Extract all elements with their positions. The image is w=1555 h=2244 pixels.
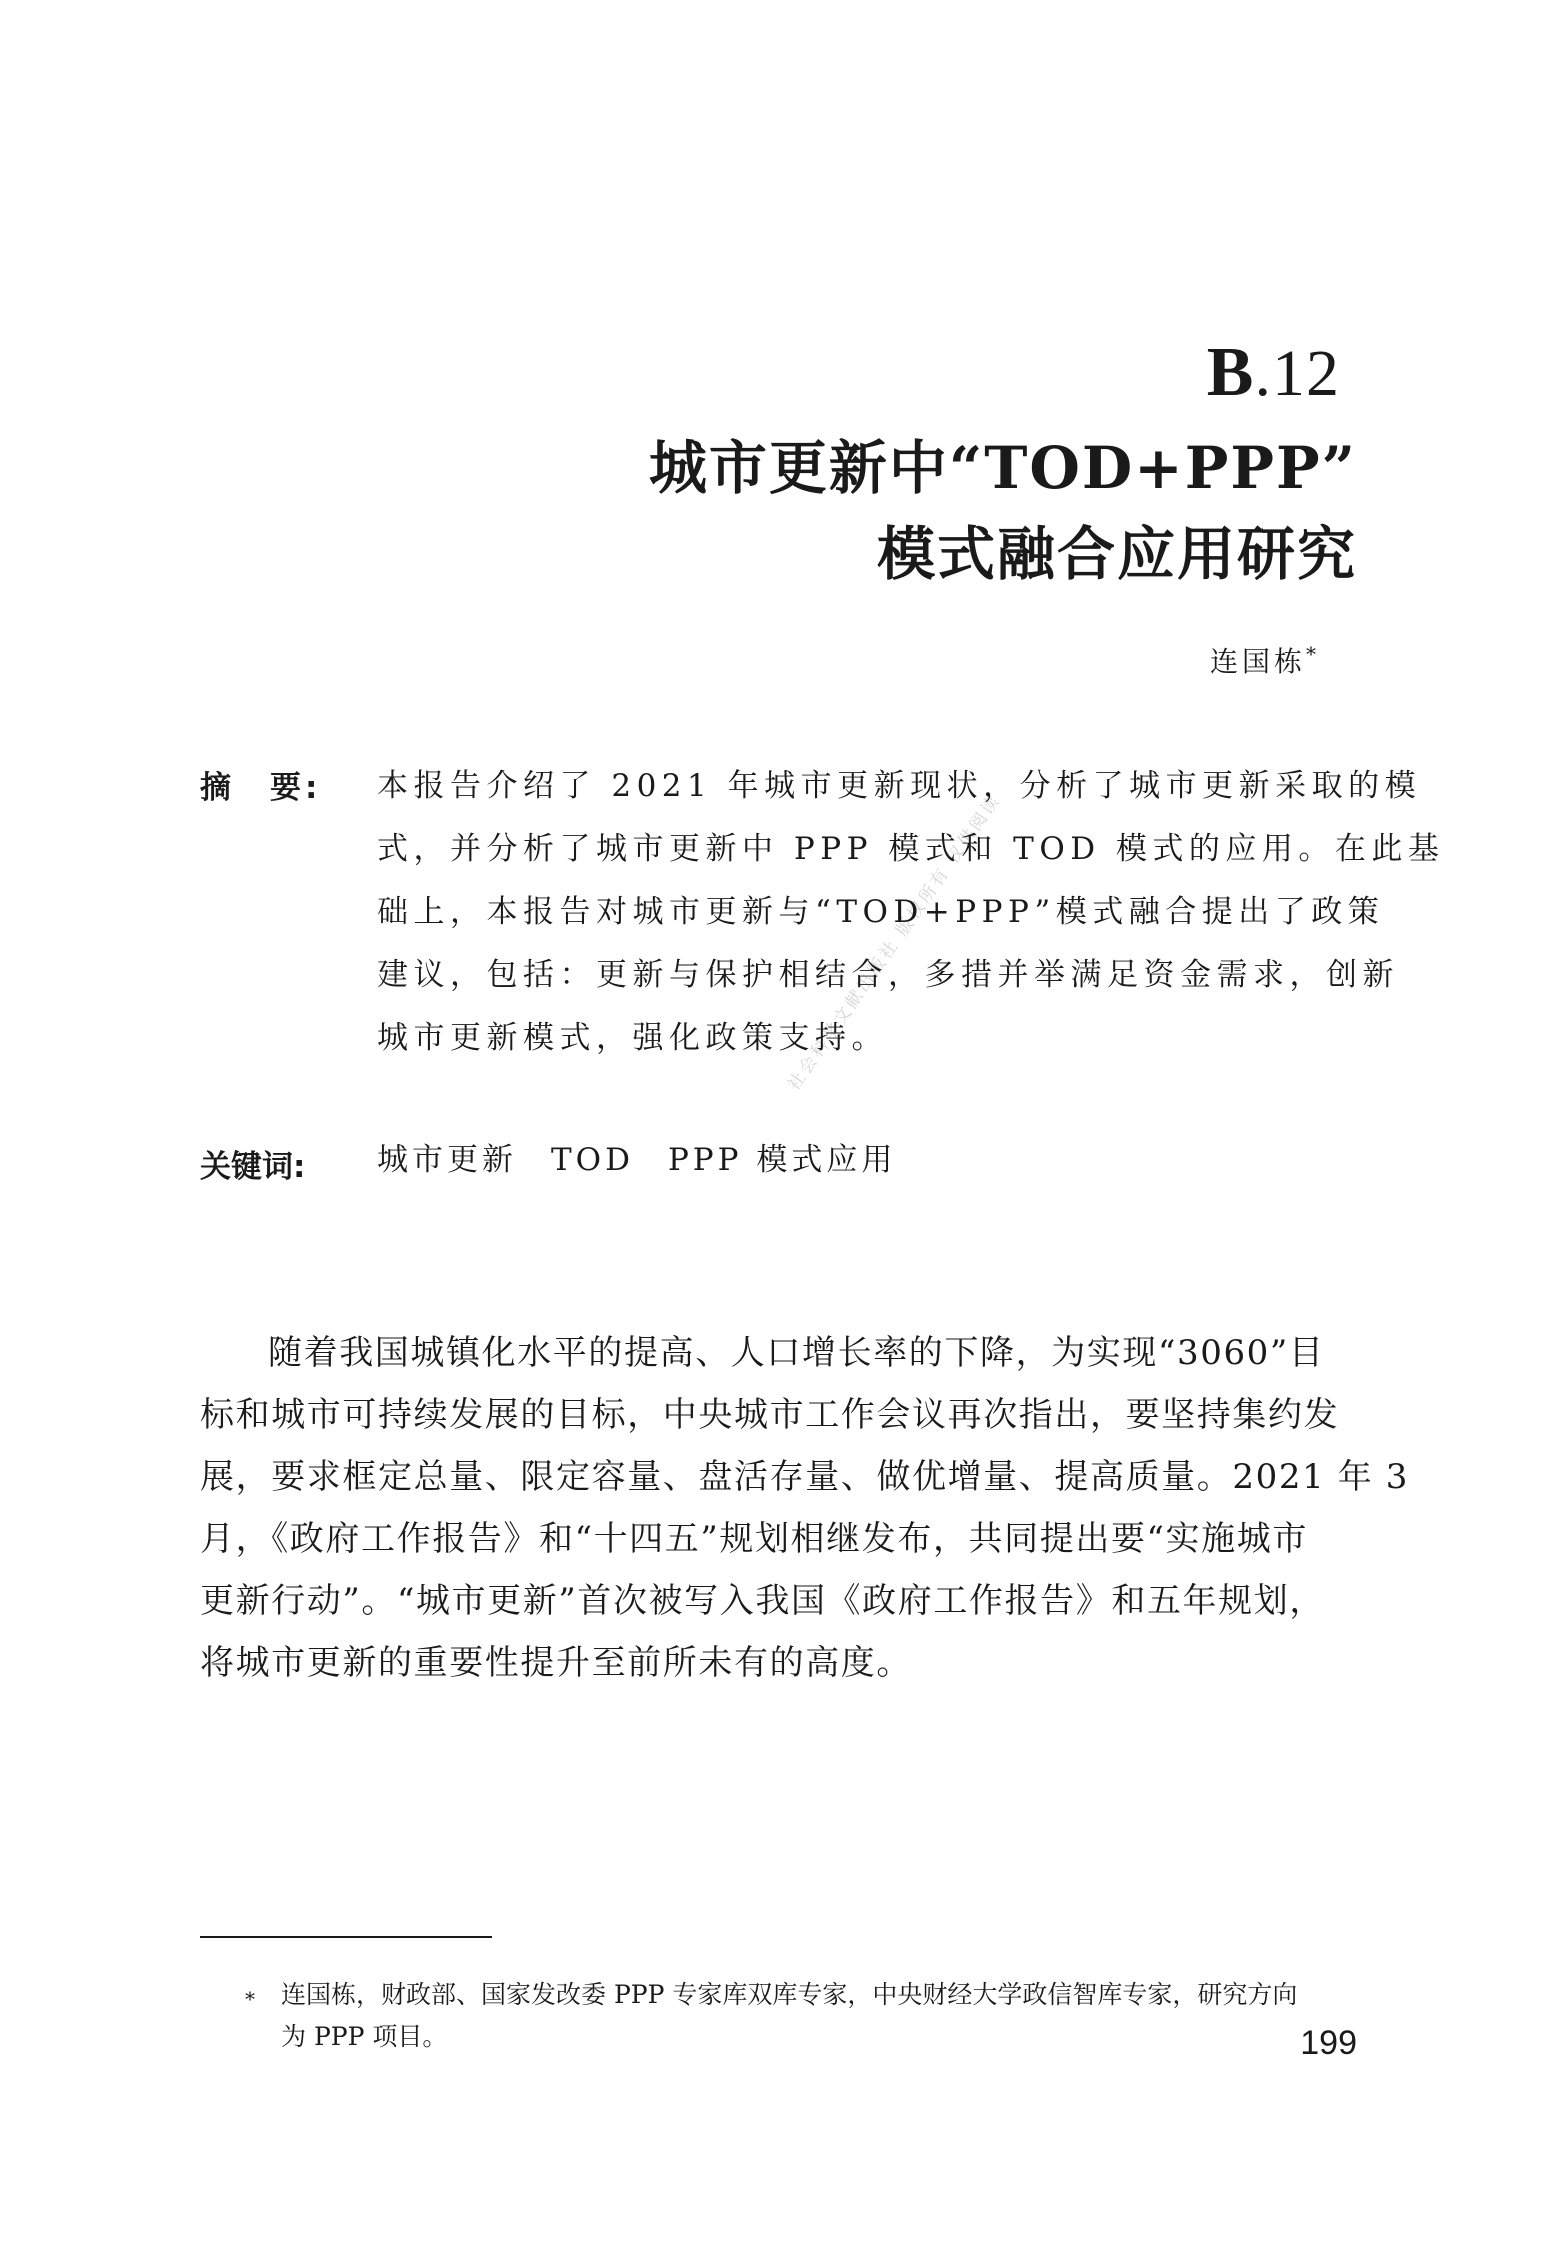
- keywords-list: [377, 1134, 930, 1179]
- abstract-line: 础上，本报告对城市更新与“TOD+PPP”模式融合提出了政策: [377, 894, 1385, 930]
- body-line: 更新行动”。“城市更新”首次被写入我国《政府工作报告》和五年规划，: [200, 1581, 1325, 1621]
- body-line: 将城市更新的重要性提升至前所未有的高度。: [200, 1643, 912, 1683]
- chapter-label: [1206, 334, 1340, 411]
- title-line-1: 城市更新中“TOD+PPP”: [648, 434, 1357, 502]
- chapter-number: .12: [1254, 337, 1340, 410]
- chapter-letter: B: [1206, 334, 1255, 411]
- body-line: 月，《政府工作报告》和“十四五”规划相继发布，共同提出要“实施城市: [200, 1519, 1308, 1559]
- author-name: 连国栋: [1209, 645, 1306, 678]
- abstract-body: [377, 755, 1445, 1070]
- abstract-line: 建议，包括：更新与保护相结合，多措并举满足资金需求，创新: [377, 957, 1399, 993]
- keywords-label: 关键词:: [200, 1149, 306, 1185]
- keyword-item: 城市更新: [377, 1142, 517, 1178]
- body-line: 展，要求框定总量、限定容量、盘活存量、做优增量、提高质量。2021 年 3: [200, 1457, 1409, 1497]
- keyword-item: TOD: [551, 1142, 634, 1178]
- footnote-mark: *: [245, 1987, 255, 2011]
- abstract-line: 式，并分析了城市更新中 PPP 模式和 TOD 模式的应用。在此基: [377, 831, 1445, 867]
- article-title: [649, 425, 1357, 597]
- body-line: 标和城市可持续发展的目标，中央城市工作会议再次指出，要坚持集约发: [200, 1395, 1340, 1435]
- abstract-line: 本报告介绍了 2021 年城市更新现状，分析了城市更新采取的模: [377, 768, 1422, 804]
- author: [1210, 640, 1320, 680]
- footnote-line: 连国栋，财政部、国家发改委 PPP 专家库双库专家，中央财经大学政信智库专家，研究方向: [281, 1980, 1298, 2009]
- abstract-line: 城市更新模式，强化政策支持。: [377, 1020, 888, 1056]
- footnote-line: 为 PPP 项目。: [281, 2022, 448, 2051]
- body-paragraph: [200, 1322, 1409, 1694]
- title-line-2: 模式融合应用研究: [876, 520, 1357, 588]
- author-footnote-mark[interactable]: *: [1306, 642, 1320, 666]
- footnote-divider: [200, 1936, 492, 1938]
- watermark: 社会科学文献出版社 版权所有 仅供阅读: [784, 790, 1006, 1095]
- abstract-label: 摘 要:: [200, 770, 322, 806]
- body-line: 随着我国城镇化水平的提高、人口增长率的下降，为实现“3060”目: [268, 1333, 1325, 1373]
- keyword-item: PPP 模式应用: [667, 1142, 897, 1178]
- footnote-text: [281, 1974, 1297, 2058]
- page-number: 199: [1300, 2024, 1357, 2062]
- footnote: [245, 1974, 1297, 2058]
